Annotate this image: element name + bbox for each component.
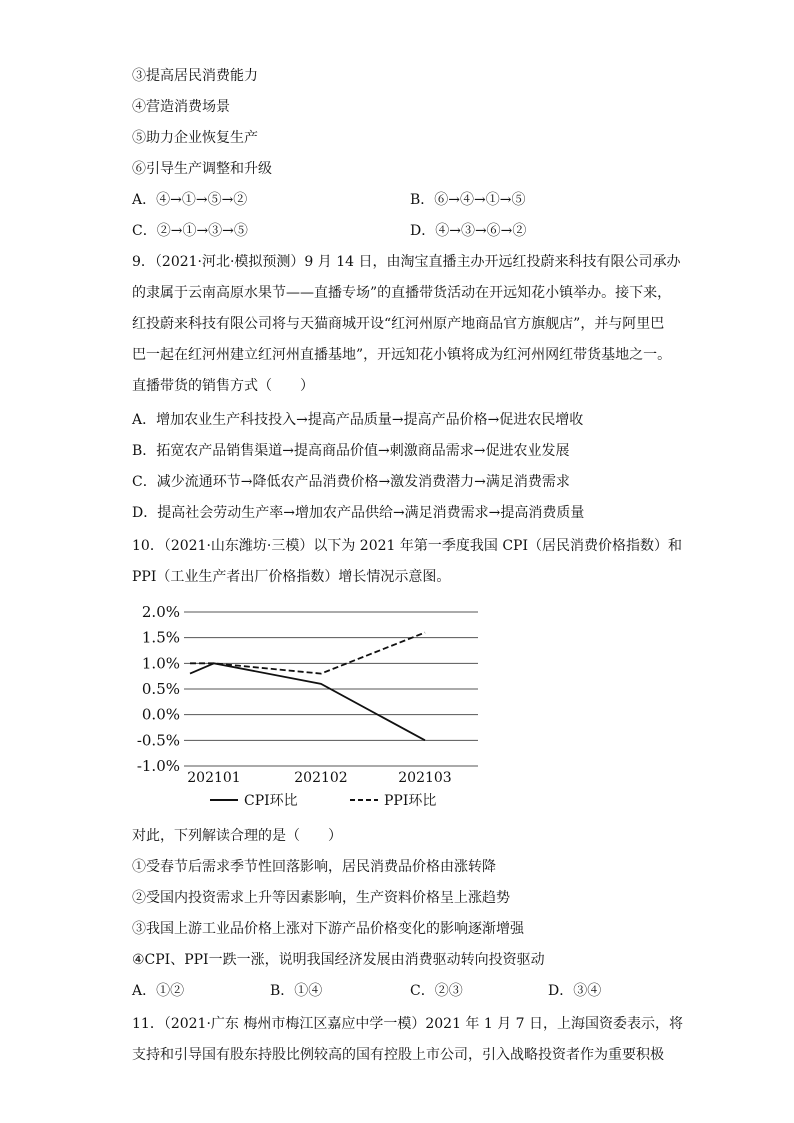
y-tick-label: 0.0% [141, 705, 180, 724]
q10-option-a: A．①② [132, 983, 185, 999]
list-item-4: ④营造消费场景 [132, 99, 230, 115]
q11-stem-line-2: 支持和引导国有股东持股比例较高的国有控股上市公司，引入战略投资者作为重要积极 [132, 1047, 664, 1063]
q10-question: 对此，下列解读合理的是（ ） [132, 828, 342, 844]
ppi-series-line [190, 633, 425, 674]
cpi-ppi-line-chart [128, 600, 488, 815]
list-item-3: ③提高居民消费能力 [132, 68, 258, 84]
q10-statement-3: ③我国上游工业品价格上涨对下游产品价格变化的影响逐渐增强 [132, 921, 524, 937]
q10-stem-line-2: PPI（工业生产者出厂价格指数）增长情况示意图。 [132, 569, 451, 585]
q10-stem-line-1: 10．（2021·山东潍坊·三模）以下为 2021 年第一季度我国 CPI（居民消费价格指数）和 [132, 538, 682, 554]
chart-legend [210, 793, 436, 809]
q9-option-c: C．减少流通环节→降低农产品消费价格→激发消费潜力→满足消费需求 [132, 474, 570, 490]
q9-question: 直播带货的销售方式（ ） [132, 378, 314, 394]
y-tick-label: 1.5% [141, 628, 180, 647]
y-tick-label: -0.5% [136, 731, 180, 750]
chart-y-tick-labels [137, 603, 180, 775]
x-tick-label: 202103 [398, 770, 452, 786]
chart-x-tick-labels [187, 770, 451, 786]
q9-stem-line-2: 的隶属于云南高原水果节——直播专场”的直播带货活动在开远知花小镇举办。接下来， [132, 285, 672, 301]
q10-statement-2: ②受国内投资需求上升等因素影响，生产资料价格呈上涨趋势 [132, 890, 510, 906]
q9-option-a: A．增加农业生产科技投入→提高产品质量→提高产品价格→促进农民增收 [132, 412, 584, 428]
q8-option-d: D．④→③→⑥→② [410, 223, 527, 239]
q9-stem-line-3: 红投蔚来科技有限公司将与天猫商城开设“红河州原产地商品官方旗舰店”，并与阿里巴 [132, 316, 665, 332]
q10-option-d: D．③④ [548, 983, 602, 999]
q8-option-a: A．④→①→⑤→② [132, 192, 248, 208]
x-tick-label: 202102 [294, 770, 348, 786]
y-tick-label: -1.0% [136, 757, 180, 775]
chart-series [190, 633, 425, 741]
legend-label: CPI环比 [244, 793, 298, 809]
y-tick-label: 0.5% [141, 680, 180, 698]
x-tick-label: 202101 [187, 770, 241, 786]
list-item-5: ⑤助力企业恢复生产 [132, 130, 258, 146]
q8-option-c: C．②→①→③→⑤ [132, 223, 248, 239]
legend-label: PPI环比 [384, 793, 437, 809]
q8-option-b: B．⑥→④→①→⑤ [410, 192, 526, 208]
q11-stem-line-1: 11．（2021·广东 梅州市梅江区嘉应中学一模）2021 年 1 月 7 日，上海国资委表示，将 [132, 1016, 684, 1032]
q10-option-b: B．①④ [270, 983, 323, 999]
q10-option-c: C．②③ [410, 983, 463, 999]
list-item-6: ⑥引导生产调整和升级 [132, 161, 272, 177]
q9-stem-line-1: 9．（2021·河北·模拟预测）9 月 14 日，由淘宝直播主办开远红投蔚来科技有限公司承办 [132, 254, 681, 270]
q9-option-d: D．提高社会劳动生产率→增加农产品供给→满足消费需求→提高消费质量 [132, 505, 585, 521]
q9-stem-line-4: 巴一起在红河州建立红河州直播基地”，开远知花小镇将成为红河州网红带货基地之一。 [132, 347, 672, 363]
cpi-series-line [190, 663, 425, 740]
y-tick-label: 1.0% [141, 654, 180, 673]
q10-statement-4: ④CPI、PPI一跌一涨，说明我国经济发展由消费驱动转向投资驱动 [132, 952, 545, 968]
q10-statement-1: ①受春节后需求季节性回落影响，居民消费品价格由涨转降 [132, 859, 496, 875]
y-tick-label: 2.0% [141, 603, 180, 621]
q9-option-b: B．拓宽农产品销售渠道→提高商品价值→刺激商品需求→促进农业发展 [132, 443, 570, 459]
